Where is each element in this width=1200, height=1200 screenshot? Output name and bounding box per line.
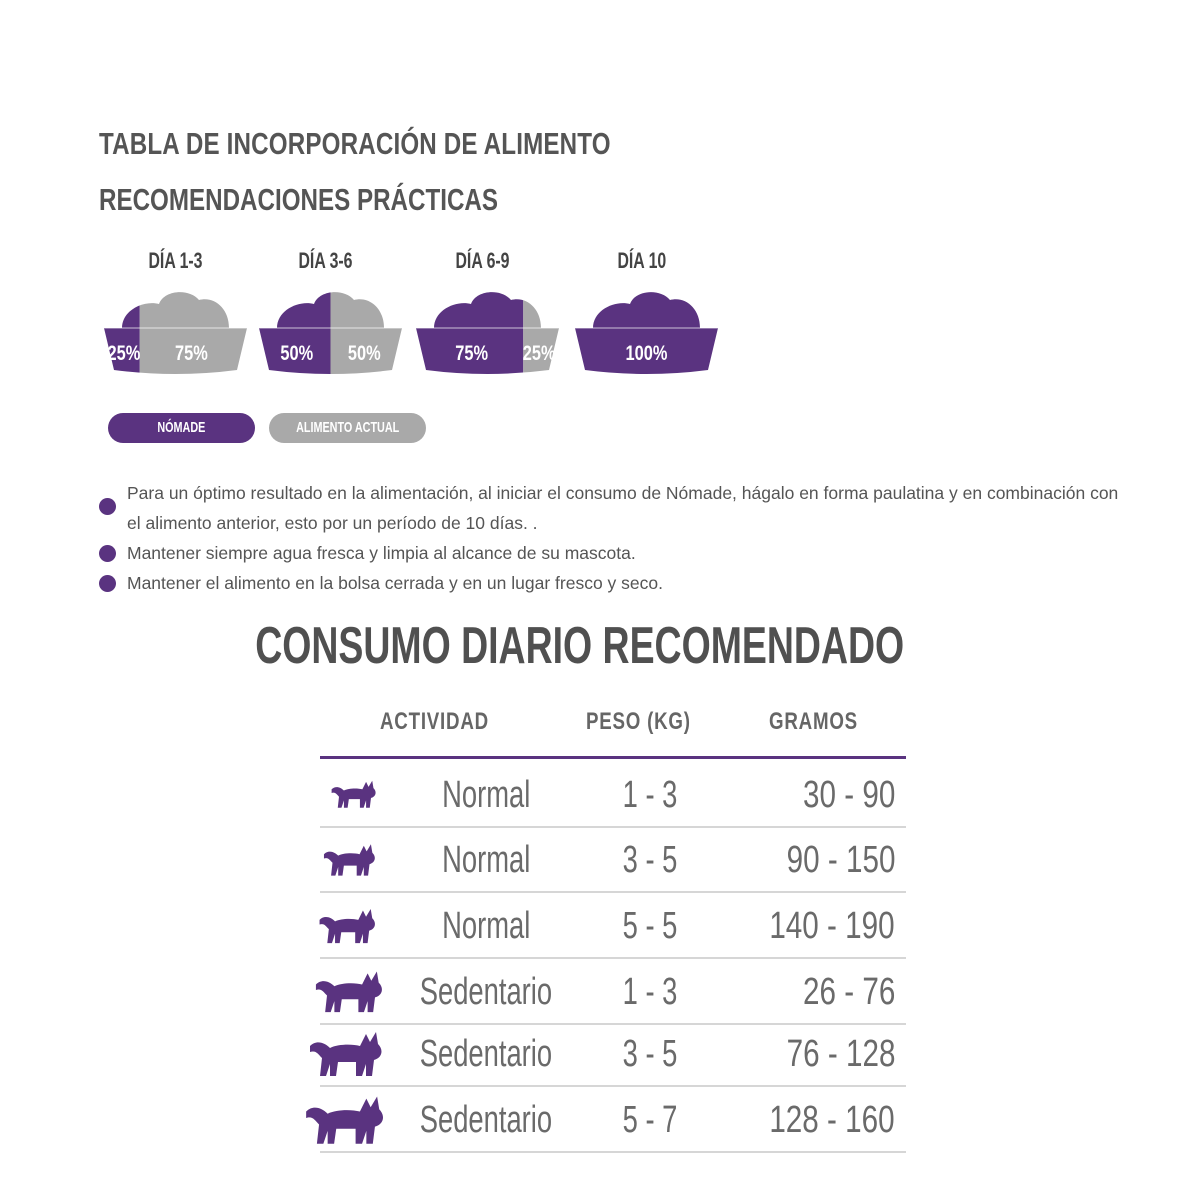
cat-icon [308, 1026, 388, 1083]
bowl-icon [259, 282, 402, 386]
cell-peso: 1 - 3 [622, 774, 678, 816]
bowl-label-day-1-3: DÍA 1-3 [147, 248, 202, 273]
cat-icon [322, 840, 380, 882]
table-row [300, 1021, 920, 1087]
page-subtitle: RECOMENDACIONES PRÁCTICAS [99, 182, 498, 217]
table-row [300, 1087, 920, 1153]
bowl-percent-actual: 25% [522, 341, 556, 365]
row-divider [320, 1151, 906, 1153]
bowl-icon [104, 282, 247, 386]
header-gramos: GRAMOS [769, 708, 858, 735]
bowl-percent-nomade: 50% [280, 341, 314, 365]
cell-actividad: Sedentario [419, 1099, 553, 1141]
table-row [300, 893, 920, 959]
cell-peso: 3 - 5 [622, 1033, 678, 1075]
table-header-divider [320, 756, 906, 759]
bowl-label-day-6-9: DÍA 6-9 [454, 248, 509, 273]
legend-nomade-badge: NÓMADE [108, 413, 255, 443]
bowl-sequence [0, 0, 1200, 460]
cell-peso: 3 - 5 [622, 839, 678, 881]
bowl-label-day-10: DÍA 10 [617, 248, 667, 273]
table-row [300, 959, 920, 1025]
cell-actividad: Normal [441, 905, 531, 947]
cat-icon [314, 966, 388, 1019]
bullet-dot-icon [99, 545, 116, 562]
list-item: Mantener el alimento en la bolsa cerrada y en un lugar fresco y seco. [99, 568, 1119, 598]
cat-icon [330, 777, 380, 814]
consumo-title: CONSUMO DIARIO RECOMENDADO [255, 617, 905, 675]
cell-peso: 5 - 7 [622, 1099, 678, 1141]
cat-icon [318, 904, 380, 950]
bowl-percent-nomade: 100% [625, 341, 668, 365]
cell-gramos: 140 - 190 [769, 905, 895, 947]
cell-actividad: Sedentario [419, 1033, 553, 1075]
cat-icon [304, 1090, 390, 1151]
bullet-dot-icon [99, 575, 116, 592]
table-row [300, 827, 920, 893]
cell-actividad: Sedentario [419, 971, 553, 1013]
bowl-percent-actual: 50% [347, 341, 381, 365]
page-title: TABLA DE INCORPORACIÓN DE ALIMENTO [99, 126, 611, 161]
bowl-percent-nomade: 75% [455, 341, 489, 365]
cell-gramos: 128 - 160 [769, 1099, 895, 1141]
list-item: Mantener siempre agua fresca y limpia al alcance de su mascota. [99, 538, 1119, 568]
header-actividad: ACTIVIDAD [380, 708, 489, 735]
cell-gramos: 90 - 150 [786, 839, 895, 881]
bullet-dot-icon [99, 498, 116, 515]
header-peso: PESO (KG) [586, 708, 691, 735]
bowl-icon [416, 282, 559, 386]
cell-gramos: 76 - 128 [786, 1033, 895, 1075]
recommendations-list [99, 478, 1119, 598]
cell-peso: 1 - 3 [622, 971, 678, 1013]
bowl-icons [0, 0, 1200, 460]
table-row [300, 762, 920, 828]
cell-actividad: Normal [441, 839, 531, 881]
bowl-icon [575, 282, 718, 386]
bowl-percent-actual: 75% [174, 341, 208, 365]
cell-gramos: 26 - 76 [802, 971, 895, 1013]
bowl-percent-nomade: 25% [107, 341, 141, 365]
bowl-label-day-3-6: DÍA 3-6 [297, 248, 352, 273]
cell-gramos: 30 - 90 [802, 774, 895, 816]
cell-actividad: Normal [441, 774, 531, 816]
legend-alimento-actual-badge: ALIMENTO ACTUAL [269, 413, 426, 443]
list-item: Para un óptimo resultado en la alimentación, al iniciar el consumo de Nómade, hágalo en forma paulatina y en combinación con el alimento anterior, esto por un período de 10 días. . [99, 478, 1119, 538]
cell-peso: 5 - 5 [622, 905, 678, 947]
